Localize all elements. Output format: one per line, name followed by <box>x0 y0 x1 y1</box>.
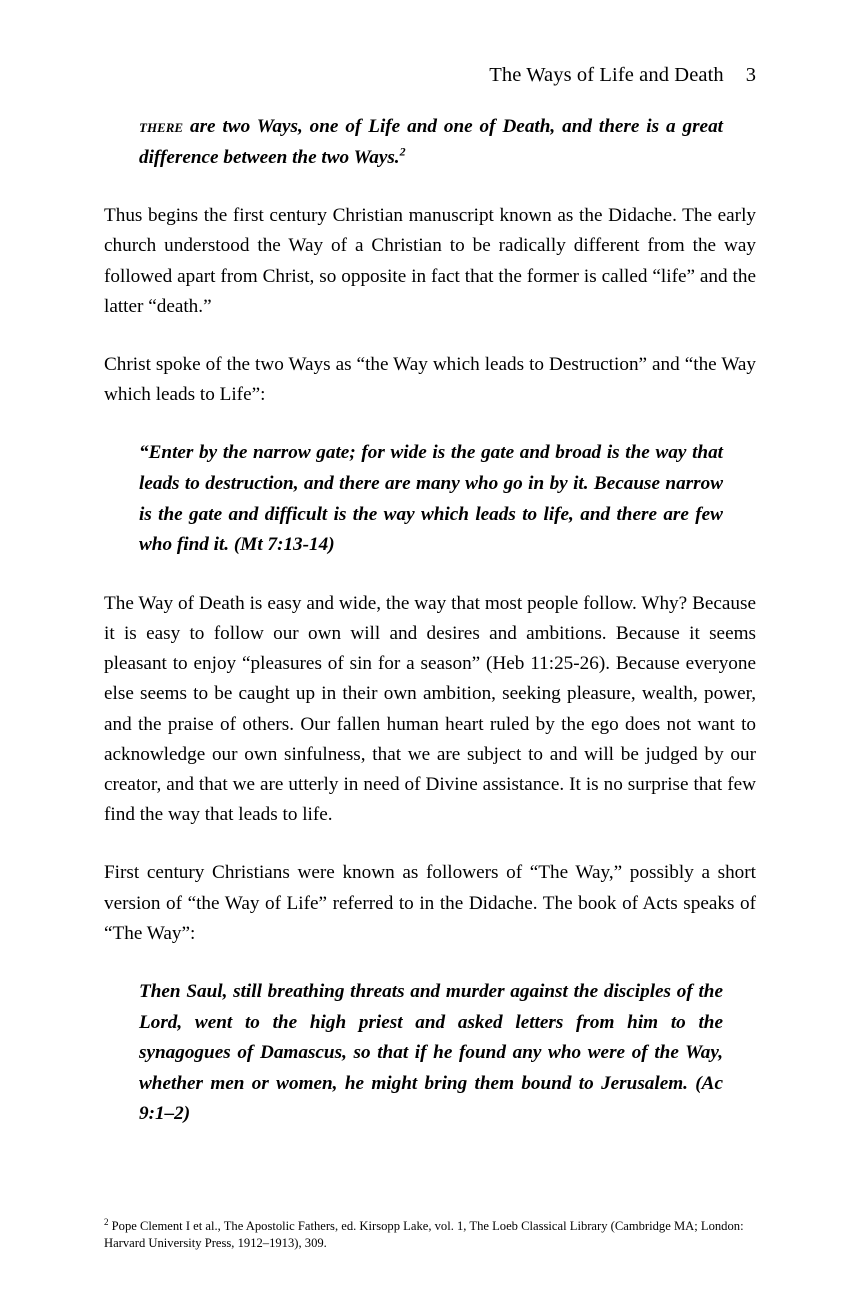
paragraph-didache-intro: Thus begins the first century Christian manuscript known as the Didache. The early church understood the Way of a Christian to be radically different from the way followed apart from Christ, so opposite in fact that the former is called “life” and the latter “death.” <box>104 205 756 317</box>
footnote-area <box>104 1218 760 1253</box>
blockquote-didache-smallcaps-opening: there <box>139 116 184 137</box>
paragraph-way-of-death: The Way of Death is easy and wide, the way that most people follow. Why? Because it is easy to follow our own will and desires and ambitions. Because it seems pleasant to enjoy “pleasures of sin for a season” (Heb 11:25-26). Because everyone else seems to be caught up in their own ambition, seeking pleasure, wealth, power, and the praise of others. Our fallen human heart ruled by the ego does not want to acknowledge our own sinfulness, that we are subject to and will be judged by our creator, and that we are utterly in need of Divine assistance. It is no surprise that few find the way that leads to life. <box>104 592 756 826</box>
paragraph-two-ways: Christ spoke of the two Ways as “the Way which leads to Destruction” and “the Way which leads to Life”: <box>104 354 756 406</box>
running-head-title: The Ways of Life and Death <box>489 64 724 86</box>
spacer <box>104 575 756 589</box>
spacer <box>104 844 756 858</box>
footnote-number: 2 <box>104 1216 109 1227</box>
spacer <box>104 963 756 977</box>
footnote-entry <box>104 1218 760 1253</box>
paragraph-followers-of-the-way: First century Christians were known as followers of “The Way,” possibly a short version of “the Way of Life” referred to in the Didache. The book of Acts speaks of “The Way”: <box>104 862 756 944</box>
page-body <box>104 112 756 1144</box>
spacer <box>104 187 756 201</box>
spacer <box>104 336 756 350</box>
blockquote-didache-text: are two Ways, one of Life and one of Death, and there is a great difference between the two Ways. <box>139 116 723 168</box>
footnote-reference-marker[interactable]: 2 <box>399 144 406 159</box>
blockquote-didache <box>139 112 723 173</box>
footnote-text: Pope Clement I et al., The Apostolic Fathers, ed. Kirsopp Lake, vol. 1, The Loeb Classical Library (Cambridge MA; London: Harvard University Press, 1912–1913), 309. <box>104 1219 744 1251</box>
running-head <box>104 63 756 88</box>
blockquote-matthew: “Enter by the narrow gate; for wide is the gate and broad is the way that leads to destruction, and there are many who go in by it. Because narrow is the gate and difficult is the way which leads to life, and there are few who find it. (Mt 7:13-14) <box>139 442 723 556</box>
spacer <box>104 424 756 438</box>
blockquote-acts: Then Saul, still breathing threats and murder against the disciples of the Lord, went to the high priest and asked letters from him to the synagogues of Damascus, so that if he found any who were of the Way, whether men or women, he might bring them bound to Jerusalem. (Ac 9:1–2) <box>139 981 723 1125</box>
page-number: 3 <box>745 64 756 86</box>
